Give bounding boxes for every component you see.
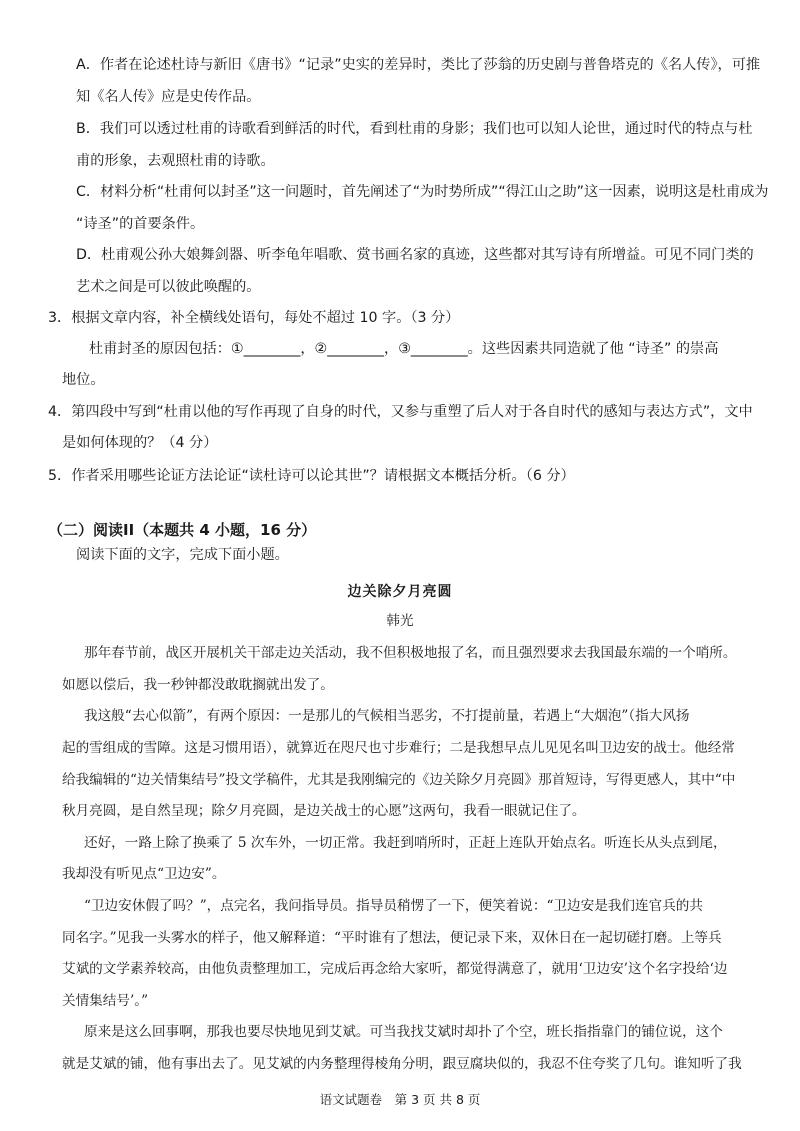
article-line: “卫边安休假了吗？”，点完名，我问指导员。指导员稍愣了一下，便笑着说：“卫边安是我们连官兵的共: [84, 898, 703, 914]
article-line: 秋月亮圆，是自然呈现；除夕月亮圆，是边关战士的心愿”这两句，我看一眼就记住了。: [62, 803, 586, 819]
article-line: 还好，一路上除了换乘了 5 次车外，一切正常。我赶到哨所时，正赶上连队开始点名。听连长从头点到尾，: [84, 835, 727, 851]
article-line: 我这般“去心似箭”，有两个原因：一是那儿的气候相当恶劣，不打提前量，若遇上“大烟泡”（指大风扬: [84, 708, 690, 724]
option-a-line-1: A．作者在论述杜诗与新旧《唐书》“记录”史实的差异时，类比了莎翁的历史剧与普鲁塔克的《名人传》，可推: [76, 57, 761, 73]
article-line: 如愿以偿后，我一秒钟都没敢耽搁就出发了。: [62, 677, 334, 693]
question-4-line-2: 是如何体现的？（4 分）: [62, 435, 218, 451]
question-3-blank-line-1: 杜甫封圣的原因包括：①________，②________，③________。这些因素共同造就了他 “诗圣” 的崇高: [89, 341, 719, 357]
section-instruction: 阅读下面的文字，完成下面小题。: [76, 547, 289, 563]
option-b-line-1: B．我们可以透过杜甫的诗歌看到鲜活的时代，看到杜甫的身影；我们也可以知人论世，通过时代的特点与杜: [76, 121, 753, 137]
article-line: 关情集结号’。”: [62, 993, 149, 1009]
option-c-line-1: C．材料分析“杜甫何以封圣”这一问题时，首先阐述了“为时势所成”“得江山之助”这一因素，说明这是杜甫成为: [76, 184, 769, 200]
section-heading: （二）阅读II（本题共 4 小题，16 分）: [48, 521, 317, 539]
article-line: 就是艾斌的铺，他有事出去了。见艾斌的内务整理得棱角分明，跟豆腐块似的，我忍不住夸奖了几句。谁知听了我: [62, 1056, 742, 1072]
question-3-blank-line-2: 地位。: [62, 372, 105, 388]
article-line: 艾斌的文学素养较高，由他负责整理加工，完成后再念给大家听，都觉得满意了，就用‘卫边安’这个名字投给‘边: [62, 961, 728, 977]
question-5: 5．作者采用哪些论证方法论证“读杜诗可以论其世”？请根据文本概括分析。（6 分）: [48, 468, 575, 484]
option-d-line-2: 艺术之间是可以彼此唤醒的。: [76, 279, 261, 295]
option-b-line-2: 甫的形象，去观照杜甫的诗歌。: [76, 153, 275, 169]
article-line: 起的雪组成的雪障。这是习惯用语），就算近在咫尺也寸步难行；二是我想早点儿见见名叫卫边安的战士。他经常: [62, 740, 735, 756]
question-3: 3．根据文章内容，补全横线处语句，每处不超过 10 字。（3 分）: [48, 310, 460, 326]
question-4-line-1: 4．第四段中写到“杜甫以他的写作再现了自身的时代，又参与重塑了后人对于各自时代的感知与表达方式”，文中: [48, 404, 753, 420]
article-title: 边关除夕月亮圆: [347, 584, 453, 600]
article-line: 原来是这么回事啊，那我也要尽快地见到艾斌。可当我找艾斌时却扑了个空，班长指指靠门的铺位说，这个: [84, 1024, 723, 1040]
option-d-line-1: D．杜甫观公孙大娘舞剑器、听李龟年唱歌、赏书画名家的真迹，这些都对其写诗有所增益。可见不同门类的: [76, 247, 754, 263]
article-line: 给我编辑的“边关情集结号”投文学稿件，尤其是我刚编完的《边关除夕月亮圆》那首短诗，写得更感人，其中“中: [62, 772, 736, 788]
article-line: 那年春节前，战区开展机关干部走边关活动，我不但积极地报了名，而且强烈要求去我国最东端的一个哨所。: [84, 645, 737, 661]
article-line: 我却没有听见点“卫边安”。: [62, 866, 226, 882]
article-author: 韩光: [386, 613, 414, 629]
option-c-line-2: “诗圣”的首要条件。: [76, 216, 205, 232]
page-footer: 语文试题卷 第 3 页 共 8 页: [319, 1092, 481, 1107]
option-a-line-2: 知《名人传》应是史传作品。: [76, 89, 261, 105]
article-line: 同名字。”见我一头雾水的样子，他又解释道：“平时谁有了想法，便记录下来，双休日在一起切磋打磨。上等兵: [62, 930, 722, 946]
